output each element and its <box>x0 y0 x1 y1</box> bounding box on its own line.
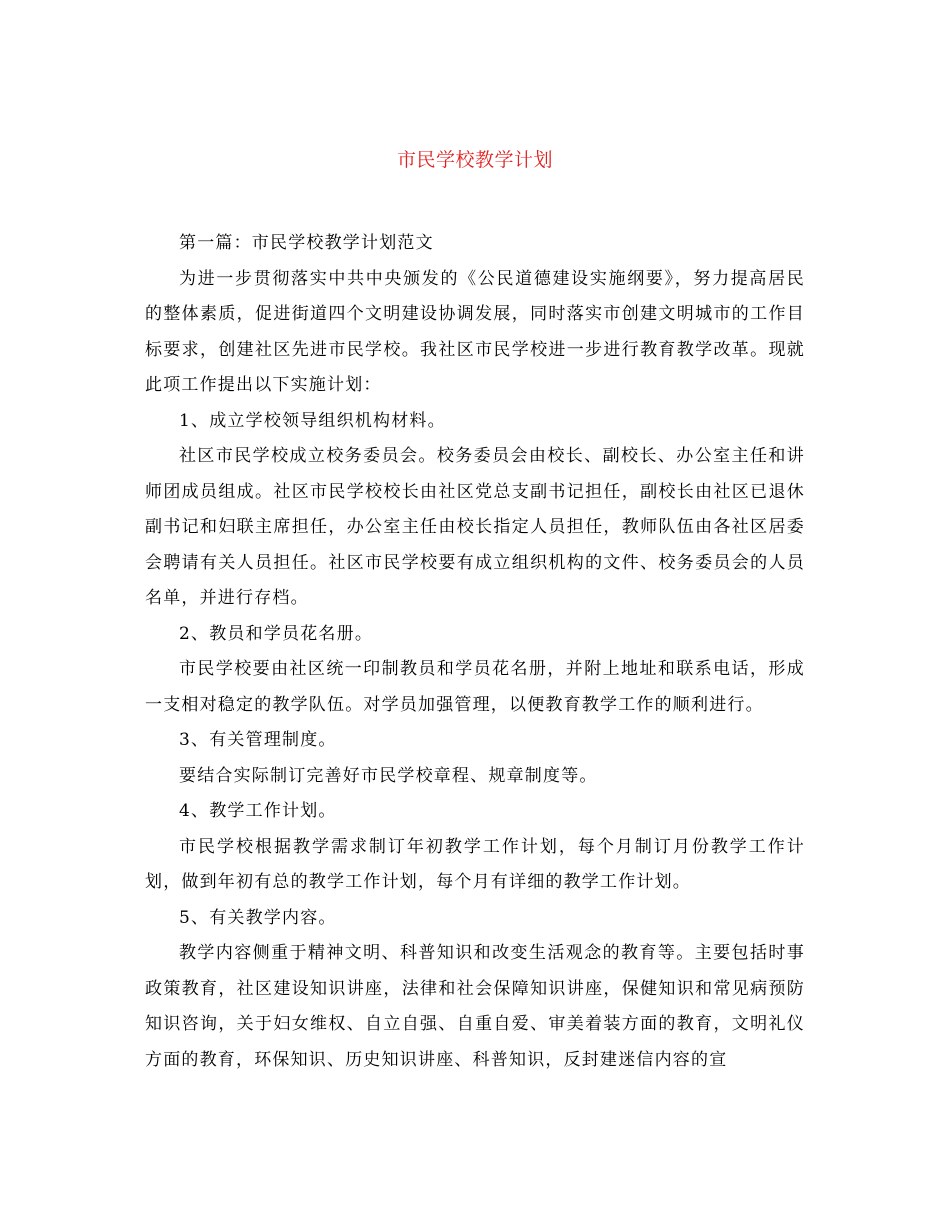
body-paragraph: 市民学校要由社区统一印制教员和学员花名册，并附上地址和联系电话，形成一支相对稳定的教学队伍。对学员加强管理，以便教育教学工作的顺利进行。 <box>145 659 805 715</box>
list-heading: 3、有关管理制度。 <box>179 730 337 750</box>
section-heading: 第一篇：市民学校教学计划范文 <box>179 233 434 253</box>
list-heading: 1、成立学校领导组织机构材料。 <box>179 410 446 431</box>
body-paragraph: 为进一步贯彻落实中共中央颁发的《公民道德建设实施纲要》，努力提高居民的整体素质，促进街道四个文明建设协调发展，同时落实市创建文明城市的工作目标要求，创建社区先进市民学校。我社区市民学校进一步进行教育教学改革。现就此项工作提出以下实施计划： <box>145 268 805 395</box>
document-title: 市民学校教学计划 <box>396 149 553 171</box>
list-heading: 5、有关教学内容。 <box>179 907 337 928</box>
document-body <box>145 226 805 1078</box>
list-heading: 2、教员和学员花名册。 <box>179 623 374 644</box>
body-paragraph: 市民学校根据教学需求制订年初教学工作计划，每个月制订月份教学工作计划，做到年初有总的教学工作计划，每个月有详细的教学工作计划。 <box>145 836 805 892</box>
body-paragraph: 要结合实际制订完善好市民学校章程、规章制度等。 <box>179 765 598 786</box>
list-heading: 4、教学工作计划。 <box>179 801 337 821</box>
body-paragraph: 教学内容侧重于精神文明、科普知识和改变生活观念的教育等。主要包括时事政策教育，社区建设知识讲座，法律和社会保障知识讲座，保健知识和常见病预防知识咨询，关于妇女维权、自立自强、自重自爱、审美着装方面的教育，文明礼仪方面的教育，环保知识、历史知识讲座、科普知识，反封建迷信内容的宣 <box>145 943 805 1070</box>
body-paragraph: 社区市民学校成立校务委员会。校务委员会由校长、副校长、办公室主任和讲师团成员组成。社区市民学校校长由社区党总支副书记担任，副校长由社区已退休副书记和妇联主席担任，办公室主任由校长指定人员担任，教师队伍由各社区居委会聘请有关人员担任。社区市民学校要有成立组织机构的文件、校务委员会的人员名单，并进行存档。 <box>145 446 805 608</box>
